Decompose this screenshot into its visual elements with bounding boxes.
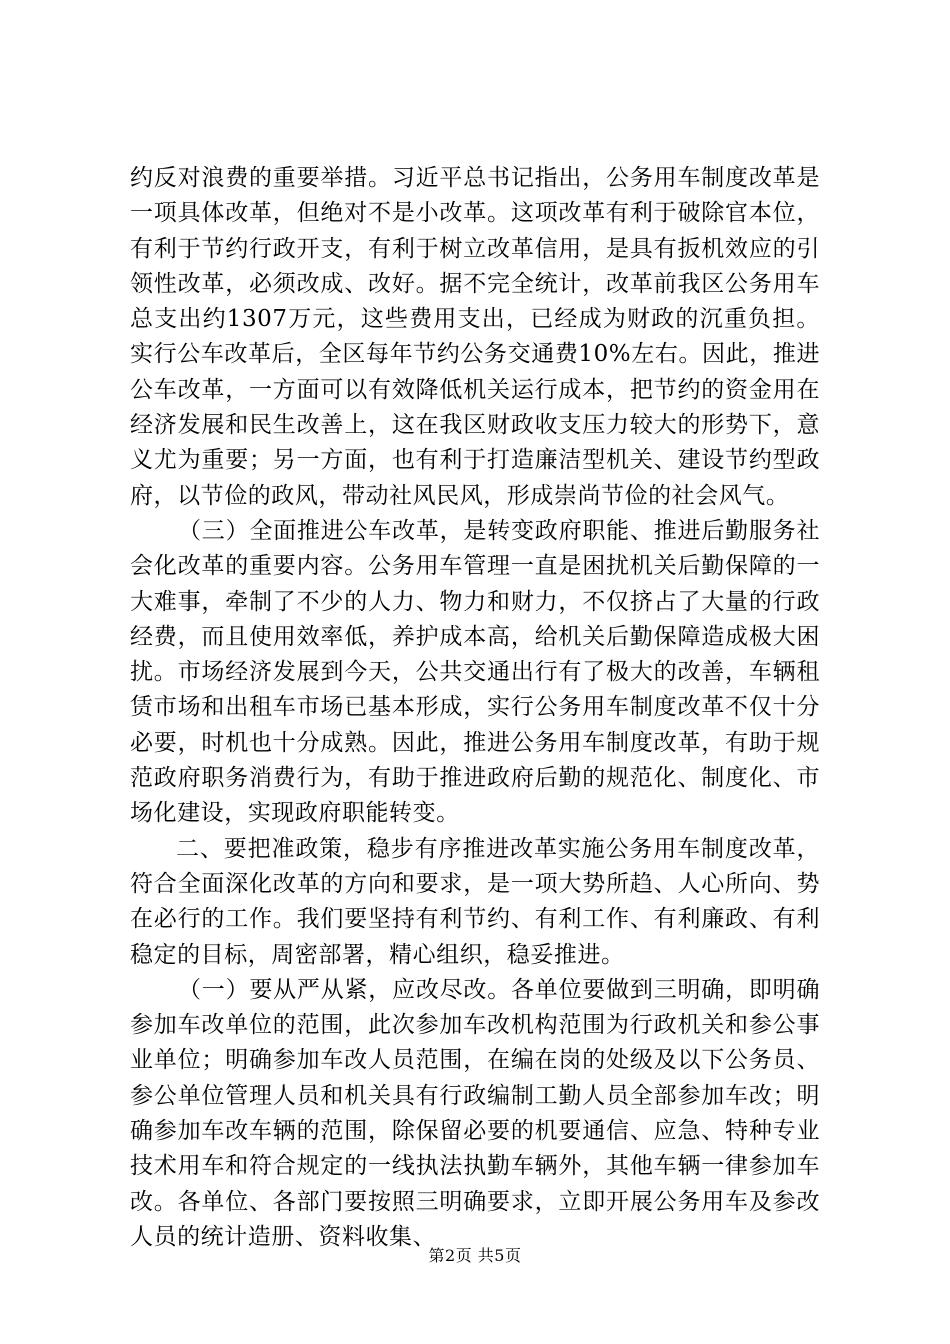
paragraph-3: 二、要把准政策，稳步有序推进改革实施公务用车制度改革，符合全面深化改革的方向和要求，是一项大势所趋、人心所向、势在必行的工作。我们要坚持有利节约、有利工作、有利廉政、有利稳定的目标，周密部署，精心组织，稳妥推进。	[130, 835, 820, 968]
page-number-footer: 第2页 共5页	[428, 1246, 522, 1265]
document-body	[130, 161, 820, 1255]
paragraph-4: （一）要从严从紧，应改尽改。各单位要做到三明确，即明确参加车改单位的范围，此次参加车改机构范围为行政机关和参公事业单位；明确参加车改人员范围，在编在岗的处级及以下公务员、参公单位管理人员和机关具有行政编制工勤人员全部参加车改；明确参加车改车辆的范围，除保留必要的机要通信、应急、特种专业技术用车和符合规定的一线执法执勤车辆外，其他车辆一律参加车改。各单位、各部门要按照三明确要求，立即开展公务用车及参改人员的统计造册、资料收集、	[130, 976, 820, 1250]
paragraph-2: （三）全面推进公车改革，是转变政府职能、推进后勤服务社会化改革的重要内容。公务用车管理一直是困扰机关后勤保障的一大难事，牵制了不少的人力、物力和财力，不仅挤占了大量的行政经费，而且使用效率低，养护成本高，给机关后勤保障造成极大困扰。市场经济发展到今天，公共交通出行有了极大的改善，车辆租赁市场和出租车市场已基本形成，实行公务用车制度改革不仅十分必要，时机也十分成熟。因此，推进公务用车制度改革，有助于规范政府职务消费行为，有助于推进政府后勤的规范化、制度化、市场化建设，实现政府职能转变。	[130, 517, 820, 827]
paragraph-1: 约反对浪费的重要举措。习近平总书记指出，公务用车制度改革是一项具体改革，但绝对不是小改革。这项改革有利于破除官本位，有利于节约行政开支，有利于树立改革信用，是具有扳机效应的引领性改革，必须改成、改好。据不完全统计，改革前我区公务用车总支出约1307万元，这些费用支出，已经成为财政的沉重负担。实行公车改革后，全区每年节约公务交通费10%左右。因此，推进公车改革，一方面可以有效降低机关运行成本，把节约的资金用在经济发展和民生改善上，这在我区财政收支压力较大的形势下，意义尤为重要；另一方面，也有利于打造廉洁型机关、建设节约型政府，以节俭的政风，带动社风民风，形成崇尚节俭的社会风气。	[130, 165, 820, 509]
